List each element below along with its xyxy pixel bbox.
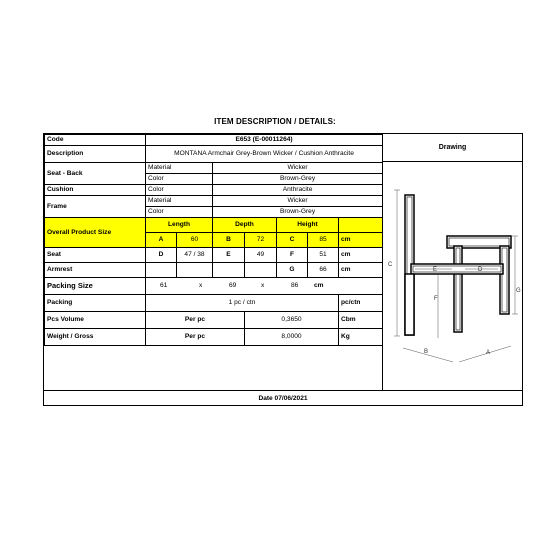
spec-sheet — [43, 133, 523, 406]
dim-d: D — [146, 248, 177, 263]
code-label: Code — [45, 135, 146, 146]
length-label: Length — [146, 218, 213, 233]
packing-height: 86 — [291, 282, 299, 289]
row-seat — [45, 248, 383, 263]
row-description — [45, 146, 383, 163]
dim-e: E — [213, 248, 245, 263]
armrest-blank-1 — [146, 263, 177, 278]
armrest-unit: cm — [339, 263, 383, 278]
description-value: MONTANA Armchair Grey-Brown Wicker / Cushion Anthracite — [146, 146, 383, 163]
seat-unit: cm — [339, 248, 383, 263]
dim-c: C — [277, 233, 308, 248]
overall-blank — [339, 218, 383, 233]
seat-back-color-label: Color — [146, 174, 213, 185]
dim-f: F — [277, 248, 308, 263]
dim-e-value: 49 — [245, 248, 277, 263]
chair-outline — [405, 195, 511, 335]
armrest-blank-3 — [213, 263, 245, 278]
packing-size-unit: cm — [314, 282, 324, 289]
packing-length: 61 — [160, 282, 168, 289]
packing-x-2: x — [261, 282, 265, 289]
packing-x-1: x — [199, 282, 203, 289]
frame-material: Wicker — [213, 196, 383, 207]
dim-label-c: C — [388, 262, 393, 268]
row-frame-material — [45, 196, 383, 207]
dim-b-value: 72 — [245, 233, 277, 248]
row-code — [45, 135, 383, 146]
dim-a: A — [146, 233, 177, 248]
packing-value: 1 pc / ctn — [146, 295, 339, 312]
armrest-label: Armrest — [45, 263, 146, 278]
dim-label-d: D — [478, 267, 483, 273]
dim-a-value: 60 — [177, 233, 213, 248]
document-title: ITEM DESCRIPTION / DETAILS: — [214, 117, 336, 126]
pcs-volume-per: Per pc — [146, 312, 245, 329]
armrest-blank-4 — [245, 263, 277, 278]
row-pcs-volume — [45, 312, 383, 329]
depth-label: Depth — [213, 218, 277, 233]
packing-size-label: Packing Size — [45, 278, 146, 295]
dim-label-f: F — [434, 296, 438, 302]
frame-color-label: Color — [146, 207, 213, 218]
seat-back-material-label: Material — [146, 163, 213, 174]
weight-label: Weight / Gross — [45, 329, 146, 346]
date-footer: Date 07/06/2021 — [44, 390, 522, 406]
dim-label-a: A — [486, 350, 491, 356]
spec-table — [44, 134, 383, 346]
cushion-color: Anthracite — [213, 185, 383, 196]
seat-back-material: Wicker — [213, 163, 383, 174]
dim-label-g: G — [516, 288, 521, 294]
drawing-header: Drawing — [382, 134, 522, 162]
dim-f-value: 51 — [308, 248, 339, 263]
row-armrest — [45, 263, 383, 278]
dim-d-value: 47 / 38 — [177, 248, 213, 263]
pcs-volume-label: Pcs Volume — [45, 312, 146, 329]
packing-width: 69 — [229, 282, 237, 289]
code-value: E653 (E-00011264) — [146, 135, 383, 146]
row-packing-size — [45, 278, 383, 295]
dim-b: B — [213, 233, 245, 248]
weight-per: Per pc — [146, 329, 245, 346]
seat-back-label: Seat - Back — [45, 163, 146, 185]
chair-drawing — [383, 162, 522, 390]
dim-label-e: E — [433, 267, 438, 273]
description-label: Description — [45, 146, 146, 163]
dim-c-value: 85 — [308, 233, 339, 248]
armrest-blank-2 — [177, 263, 213, 278]
seat-label: Seat — [45, 248, 146, 263]
overall-size-label: Overall Product Size — [45, 218, 146, 248]
drawing-area — [382, 162, 522, 390]
row-seat-back-material — [45, 163, 383, 174]
row-cushion — [45, 185, 383, 196]
dim-g-value: 66 — [308, 263, 339, 278]
dim-g: G — [277, 263, 308, 278]
frame-label: Frame — [45, 196, 146, 218]
overall-unit: cm — [339, 233, 383, 248]
weight-unit: Kg — [339, 329, 383, 346]
packing-unit: pc/ctn — [339, 295, 383, 312]
row-weight — [45, 329, 383, 346]
pcs-volume-unit: Cbm — [339, 312, 383, 329]
seat-back-color: Brown-Grey — [213, 174, 383, 185]
frame-material-label: Material — [146, 196, 213, 207]
cushion-color-label: Color — [146, 185, 213, 196]
row-overall-head — [45, 218, 383, 233]
pcs-volume-value: 0,3650 — [245, 312, 339, 329]
cushion-label: Cushion — [45, 185, 146, 196]
height-label: Height — [277, 218, 339, 233]
packing-label: Packing — [45, 295, 146, 312]
packing-size-values — [146, 278, 383, 295]
dim-label-b: B — [424, 349, 429, 355]
weight-value: 8,0000 — [245, 329, 339, 346]
row-packing — [45, 295, 383, 312]
frame-color: Brown-Grey — [213, 207, 383, 218]
